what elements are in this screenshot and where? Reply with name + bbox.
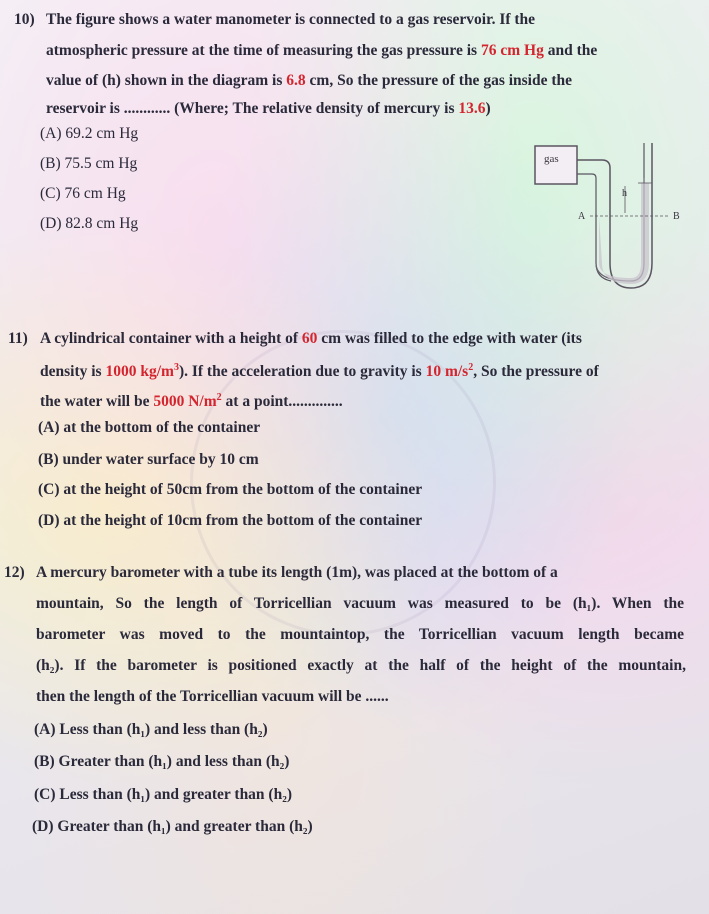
a-label: A — [578, 211, 586, 222]
q10-text-3a: value of (h) shown in the diagram is — [46, 72, 287, 89]
q10-value-h: 6.8 — [286, 72, 306, 89]
q11-value-density — [105, 363, 178, 380]
q11-option-a[interactable]: (A) at the bottom of the container — [38, 419, 261, 436]
q12-line-3: barometer was moved to the mountaintop, the Torricellian vacuum length became — [36, 626, 684, 643]
q10-text-1: The figure shows a water manometer is connected to a gas reservoir. If the — [46, 11, 536, 28]
q11-value-pressure — [153, 393, 221, 410]
q10-line-4 — [46, 99, 491, 119]
q11-text-2c: ). If the acceleration due to gravity is — [178, 363, 426, 380]
q11-gravity-sup: 2 — [468, 362, 474, 373]
gas-label: gas — [544, 153, 559, 165]
u-tube-inner-left — [577, 174, 611, 281]
q11-pressure-text: 5000 N/m — [153, 393, 217, 410]
q11-line-3 — [40, 388, 343, 412]
q10-value-density: 13.6 — [458, 100, 486, 117]
q12-option-c[interactable]: (C) Less than (h₁) and greater than (h₂) — [34, 786, 293, 803]
q10-option-d[interactable]: (D) 82.8 cm Hg — [40, 215, 139, 232]
q11-text-3a: the water will be — [40, 393, 154, 410]
q11-pressure-sup: 2 — [216, 392, 222, 403]
q11-line-1 — [8, 329, 682, 349]
q11-value-gravity — [426, 363, 474, 380]
u-tube-outer — [577, 143, 652, 288]
q12-text-1: A mercury barometer with a tube its length (1m), was placed at the bottom of a — [36, 564, 558, 581]
q12-line-2: mountain, So the length of Torricellian vacuum was measured to be (h₁). When the — [36, 595, 684, 612]
q12-line-5: then the length of the Torricellian vacuum will be ...... — [36, 688, 389, 705]
q11-value-height: 60 — [301, 330, 318, 347]
q11-density-sup: 3 — [173, 362, 179, 373]
u-tube-inner — [596, 178, 644, 281]
q11-gravity-text: 10 m/s — [425, 363, 469, 380]
q10-text-4a: reservoir is ............ (Where; The relative density of mercury is — [46, 100, 459, 117]
q11-text-2e: , So the pressure of — [473, 363, 599, 380]
gas-reservoir — [535, 146, 577, 184]
h-label: h — [622, 188, 627, 199]
q10-text-2a: atmospheric pressure at the time of measuring the gas pressure is — [46, 42, 481, 59]
q10-option-b[interactable]: (B) 75.5 cm Hg — [40, 155, 138, 172]
q11-number: 11) — [8, 330, 28, 347]
q10-line-2 — [46, 41, 597, 61]
q10-option-c[interactable]: (C) 76 cm Hg — [40, 185, 126, 202]
q10-line-1 — [14, 10, 674, 30]
q12-option-b[interactable]: (B) Greater than (h₁) and less than (h₂) — [34, 753, 290, 770]
q12-line-4: (h₂). If the barometer is positioned exactly at the half of the height of the mountain, — [36, 657, 686, 674]
q11-option-d[interactable]: (D) at the height of 10cm from the bottom of the container — [38, 512, 423, 529]
q11-text-1a: A cylindrical container with a height of — [40, 330, 302, 347]
q12-option-d[interactable]: (D) Greater than (h₁) and greater than (h₂) — [32, 818, 313, 835]
q10-text-4c: ) — [485, 100, 491, 117]
q11-option-b[interactable]: (B) under water surface by 10 cm — [38, 451, 259, 468]
q12-option-a[interactable]: (A) Less than (h₁) and less than (h₂) — [34, 721, 268, 738]
q11-option-c[interactable]: (C) at the height of 50cm from the bottom of the container — [38, 481, 423, 498]
q11-text-1c: cm was filled to the edge with water (its — [317, 330, 582, 347]
q10-text-3c: cm, So the pressure of the gas inside the — [305, 72, 573, 89]
q10-number: 10) — [14, 11, 35, 28]
q10-text-2c: and the — [543, 42, 598, 59]
q10-option-a[interactable]: (A) 69.2 cm Hg — [40, 125, 139, 142]
q11-text-3c: at a point.............. — [221, 393, 343, 410]
q10-value-76: 76 cm Hg — [480, 42, 544, 59]
q12-number: 12) — [4, 564, 25, 581]
manometer-diagram — [530, 138, 700, 293]
q10-line-3 — [46, 71, 572, 91]
q11-text-2a: density is — [40, 363, 106, 380]
q11-density-text: 1000 kg/m — [105, 363, 174, 380]
q11-line-2 — [40, 358, 599, 382]
q12-line-1 — [4, 563, 684, 583]
b-label: B — [673, 211, 680, 222]
